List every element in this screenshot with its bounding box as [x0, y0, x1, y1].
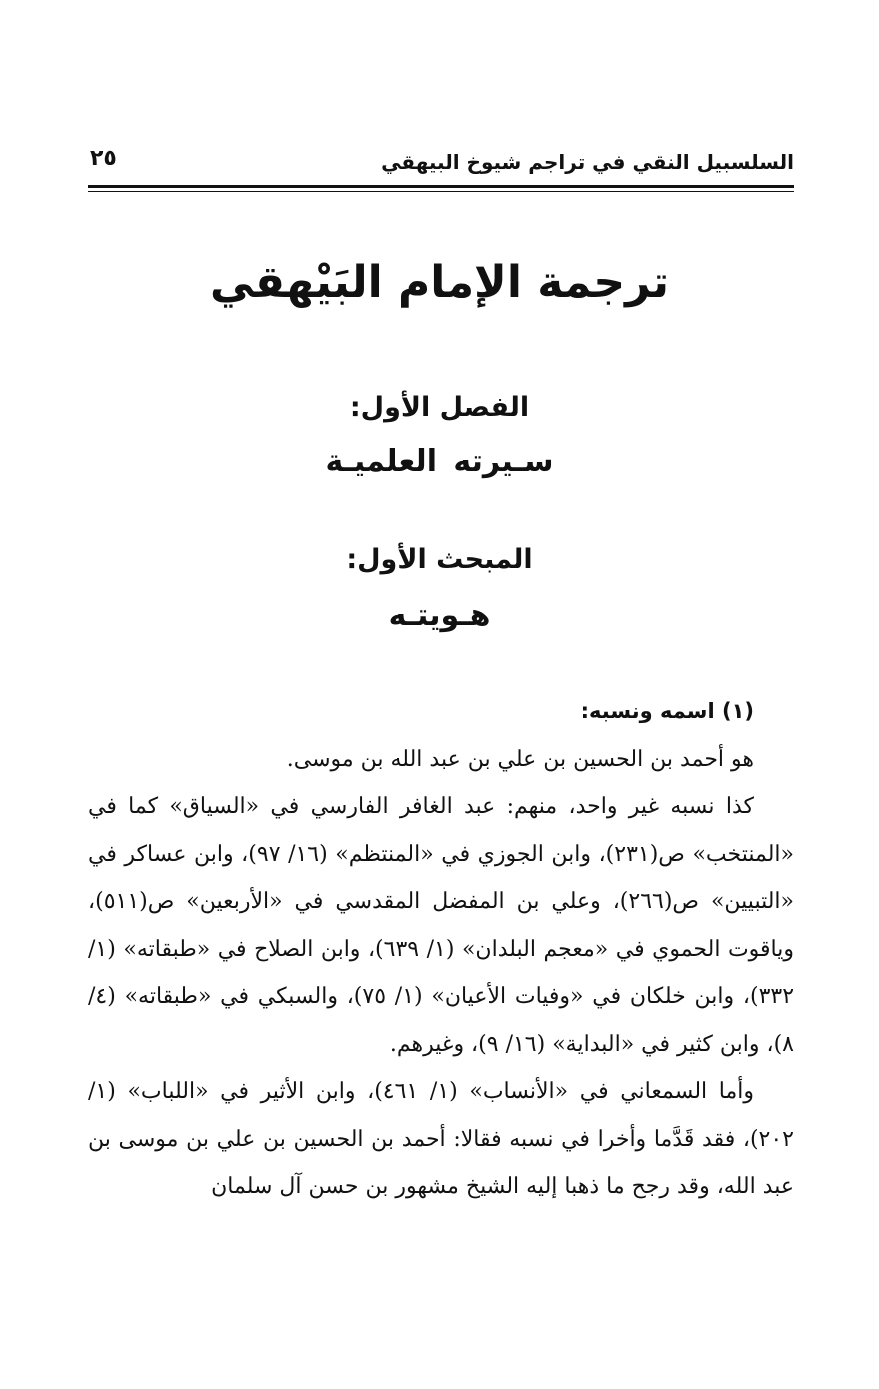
paragraph: كذا نسبه غير واحد، منهم: عبد الغافر الفارسي في «السياق» كما في «المنتخب» ص(٢٣١)، وابن الجوزي في «المنتظم» (١٦/ ٩٧)، وابن عساكر في «التبيين» ص(٢٦٦)، وعلي بن المفضل المقدسي في «الأربعين» ص(٥١١)، وياقوت الحموي في «معجم البلدان» (١/ ٦٣٩)، وابن الصلاح في «طبقاته» (١/ ٣٣٢)، وابن خلكان في «وفيات الأعيان» (١/ ٧٥)، والسبكي في «طبقاته» (٤/ ٨)، وابن كثير في «البداية» (١٦/ ٩)، وغيرهم. [88, 794, 795, 1057]
book-title: السلسبيل النقي في تراجم شيوخ البيهقي [381, 150, 794, 174]
page-number: ٢٥ [90, 146, 117, 171]
section-title: هـويتـه [388, 598, 491, 633]
main-title: ترجمة الإمام البَيْهقي [209, 257, 670, 308]
paragraph: وأما السمعاني في «الأنساب» (١/ ٤٦١)، وابن الأثير في «اللباب» (١/ ٢٠٢)، فقد قَدَّما وأخرا في نسبه فقالا: أحمد بن الحسين بن علي بن موسى بن عبد الله، وقد رجح ما ذهبا إليه الشيخ مشهور بن حسن آل سلمان [88, 1079, 794, 1199]
header-rule-thick [88, 185, 794, 188]
chapter-title: سـيرته العلميـة [325, 444, 554, 479]
body-text [88, 688, 794, 1211]
running-header [88, 146, 794, 182]
chapter-label: الفصل الأول: [349, 392, 530, 423]
section-label: المبحث الأول: [346, 544, 533, 575]
paragraph: هو أحمد بن الحسين بن علي بن عبد الله بن موسى. [286, 746, 754, 772]
name-lineage-subheading: (١) اسمه ونسبه: [580, 699, 754, 723]
header-rule-thin [88, 191, 794, 192]
